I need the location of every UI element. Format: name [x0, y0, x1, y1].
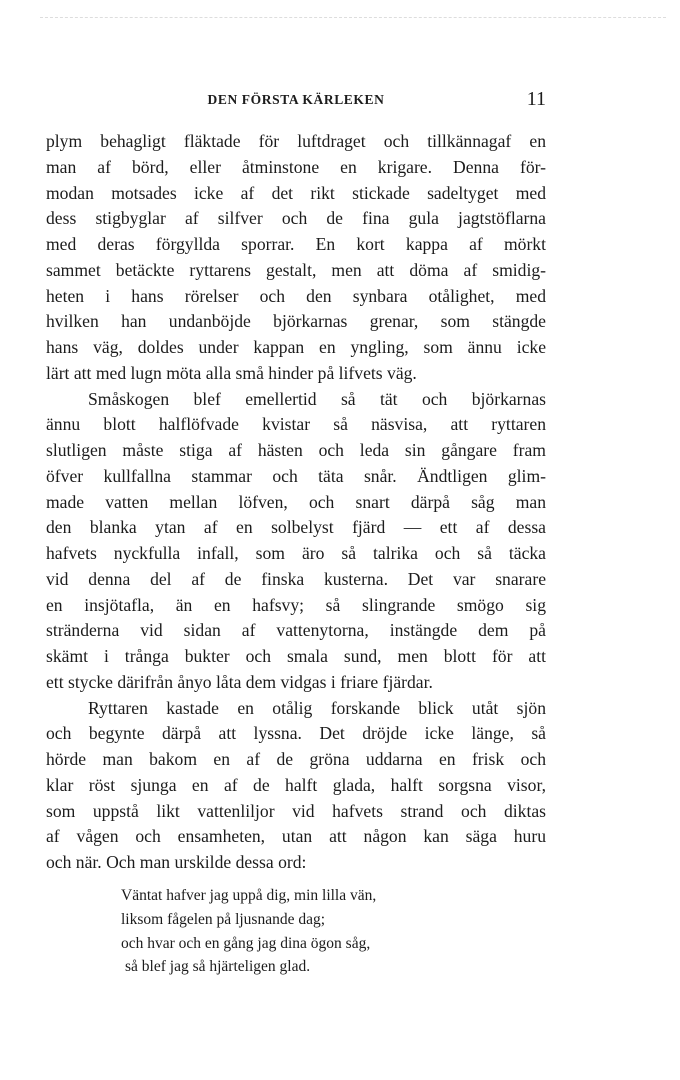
page-number: 11	[526, 88, 546, 110]
poem-verse: så blef jag så hjärteligen glad.	[125, 958, 311, 976]
page-edge-rule	[40, 17, 666, 18]
text-line: af vågen och ensamheten, utan att någon kan säga huru	[46, 826, 546, 847]
text-line: och begynte därpå att lyssna. Det dröjde icke länge, så	[46, 723, 546, 744]
text-line: sammet betäckte ryttarens gestalt, men att döma af smidig-	[46, 259, 546, 280]
text-line: en insjötafla, än en hafsvy; så slingrande smögo sig	[46, 594, 546, 615]
poem-verse: och hvar och en gång jag dina ögon såg,	[121, 934, 371, 952]
text-line: lärt att med lugn möta alla små hinder på lifvets väg.	[46, 362, 417, 383]
text-line: och när. Och man urskilde dessa ord:	[46, 852, 307, 872]
running-head	[46, 90, 546, 114]
text-line: som uppstå likt vattenliljor vid hafvets strand och diktas	[46, 800, 546, 821]
text-line: Ryttaren kastade en otålig forskande blick utåt sjön	[88, 697, 546, 718]
text-line: skämt i trånga bukter och smala sund, men blott för att	[46, 646, 546, 666]
text-line: slutligen måste stiga af hästen och leda sin gångare fram	[46, 440, 546, 460]
running-title: DEN FÖRSTA KÄRLEKEN	[207, 92, 385, 107]
text-line: vid denna del af de finska kusterna. Det var snarare	[46, 568, 546, 589]
text-line: modan motsades icke af det rikt stickade sadeltyget med	[46, 182, 546, 203]
text-line: made vatten mellan löfven, och snart därpå såg man	[46, 491, 546, 512]
body-text	[46, 129, 546, 876]
text-line: ett stycke därifrån ånyo låta dem vidgas i friare fjärdar.	[46, 671, 433, 692]
text-line: stränderna vid sidan af vattenytorna, instängde dem på	[46, 620, 546, 641]
text-line: klar röst sjunga en af de halft glada, halft sorgsna visor,	[46, 774, 546, 795]
text-line: hans väg, doldes under kappan en yngling, som ännu icke	[46, 337, 546, 357]
text-line: ännu blott halflöfvade kvistar så näsvisa, att ryttaren	[46, 414, 546, 435]
text-line: heten i hans rörelser och den synbara otålighet, med	[46, 285, 546, 306]
poem-verse: liksom fågelen på ljusnande dag;	[121, 910, 326, 928]
text-line: plym behagligt fläktade för luftdraget och tillkännagaf en	[46, 131, 546, 151]
text-line: dess stigbyglar af silfver och de fina gula jagtstöflarna	[46, 208, 546, 229]
text-line: öfver kullfallna stammar och täta snår. Ändtligen glim-	[46, 465, 546, 486]
text-line: hafvets nyckfulla infall, som äro så talrika och så täcka	[46, 543, 546, 563]
text-line: man af börd, eller åtminstone en krigare. Denna för-	[46, 156, 546, 177]
poem-verse: Väntat hafver jag uppå dig, min lilla vän,	[121, 887, 377, 904]
text-line: hvilken han undanböjde björkarnas grenar, som stängde	[46, 311, 546, 332]
text-line: den blanka ytan af en solbelyst fjärd — ett af dessa	[46, 517, 546, 538]
text-line: Småskogen blef emellertid så tät och björkarnas	[88, 388, 546, 409]
text-line: hörde man bakom en af de gröna uddarna en frisk och	[46, 749, 546, 769]
text-line: med deras förgyllda sporrar. En kort kappa af mörkt	[46, 234, 546, 254]
poem-stanza	[121, 884, 481, 979]
